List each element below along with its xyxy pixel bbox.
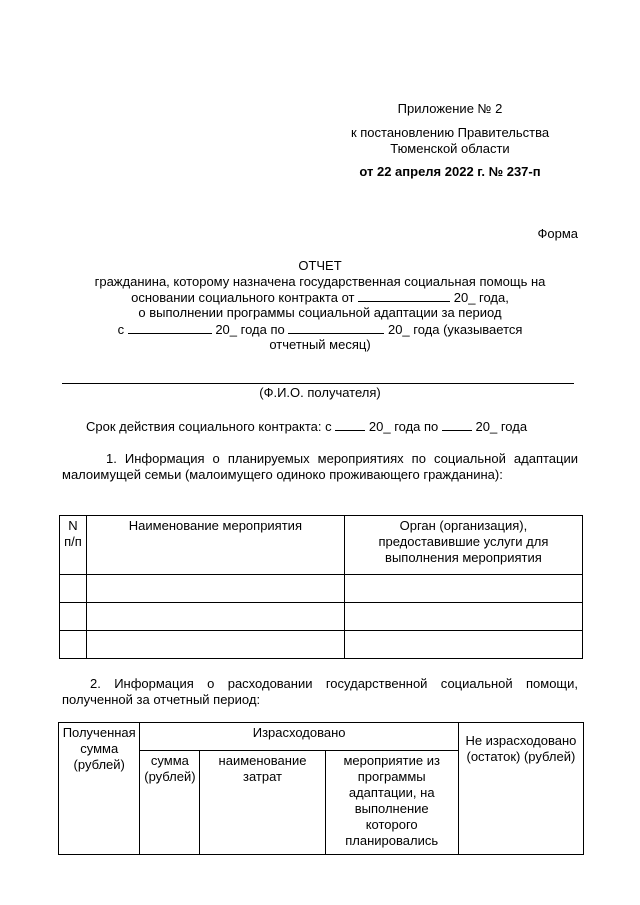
form-label: Форма [537, 226, 578, 241]
term-end: 20_ года [475, 419, 528, 434]
title-line-5: отчетный месяц) [269, 337, 371, 352]
table-cell[interactable] [60, 631, 87, 659]
title-line-4b: 20_ года по [215, 322, 285, 337]
col-activity-header: Наименование мероприятия [86, 516, 344, 575]
cost-name-header: наименование затрат [200, 751, 325, 855]
section1-text: 1. Информация о планируемых мероприятиях по социальной адаптации малоимущей семьи (малоимущего одиноко проживающего гражданина): [62, 451, 578, 482]
title-line-4a: с [117, 322, 125, 337]
not-spent-header: Не израсходовано (остаток) (рублей) [458, 723, 583, 855]
activity-header: мероприятие из программы адаптации, на выполнение которого планировались [325, 751, 458, 855]
appendix-number: Приложение № 2 [397, 101, 503, 116]
fio-label: (Ф.И.О. получателя) [259, 385, 381, 400]
period-start-blank[interactable] [128, 321, 212, 334]
table-cell[interactable] [344, 575, 582, 603]
title-line-2a: основании социального контракта от [131, 290, 355, 305]
table-row [60, 575, 583, 603]
title-line-2b: 20_ года, [453, 290, 509, 305]
contract-date-blank[interactable] [358, 289, 450, 302]
expenses-table [58, 722, 584, 855]
region-name: Тюменской области [390, 141, 510, 156]
table-cell[interactable] [60, 603, 87, 631]
term-mid: 20_ года по [368, 419, 439, 434]
activities-table [59, 515, 583, 659]
col-organization-header: Орган (организация), предоставившие услуги для выполнения мероприятия [344, 516, 582, 575]
spent-header: Израсходовано [140, 723, 458, 751]
table-row [60, 603, 583, 631]
fio-line[interactable] [62, 383, 574, 384]
contract-term [86, 418, 586, 434]
title-line-1: гражданина, которому назначена государственная социальная помощь на [94, 274, 546, 289]
table-cell[interactable] [86, 575, 344, 603]
table-row [60, 631, 583, 659]
title-line-2 [60, 289, 580, 305]
table-cell[interactable] [344, 603, 582, 631]
report-title: ОТЧЕТ [298, 258, 342, 273]
title-line-3: о выполнении программы социальной адаптации за период [138, 305, 502, 320]
term-label: Срок действия социального контракта: с [86, 419, 332, 434]
title-line-4c: 20_ года (указывается [387, 322, 523, 337]
title-line-4 [60, 321, 580, 337]
decree-reference: к постановлению Правительства [350, 125, 550, 140]
term-start-blank[interactable] [335, 418, 365, 431]
table-cell[interactable] [86, 603, 344, 631]
term-end-blank[interactable] [442, 418, 472, 431]
decree-date-number: от 22 апреля 2022 г. № 237-п [359, 164, 541, 179]
received-amount-header: Полученная сумма (рублей) [59, 723, 140, 855]
table-cell[interactable] [86, 631, 344, 659]
period-end-blank[interactable] [288, 321, 384, 334]
table-cell[interactable] [60, 575, 87, 603]
col-number-header: N п/п [60, 516, 87, 575]
table-cell[interactable] [344, 631, 582, 659]
section2-text: 2. Информация о расходовании государственной социальной помощи, полученной за отчетный период: [62, 676, 578, 707]
sum-header: сумма (рублей) [140, 751, 200, 855]
